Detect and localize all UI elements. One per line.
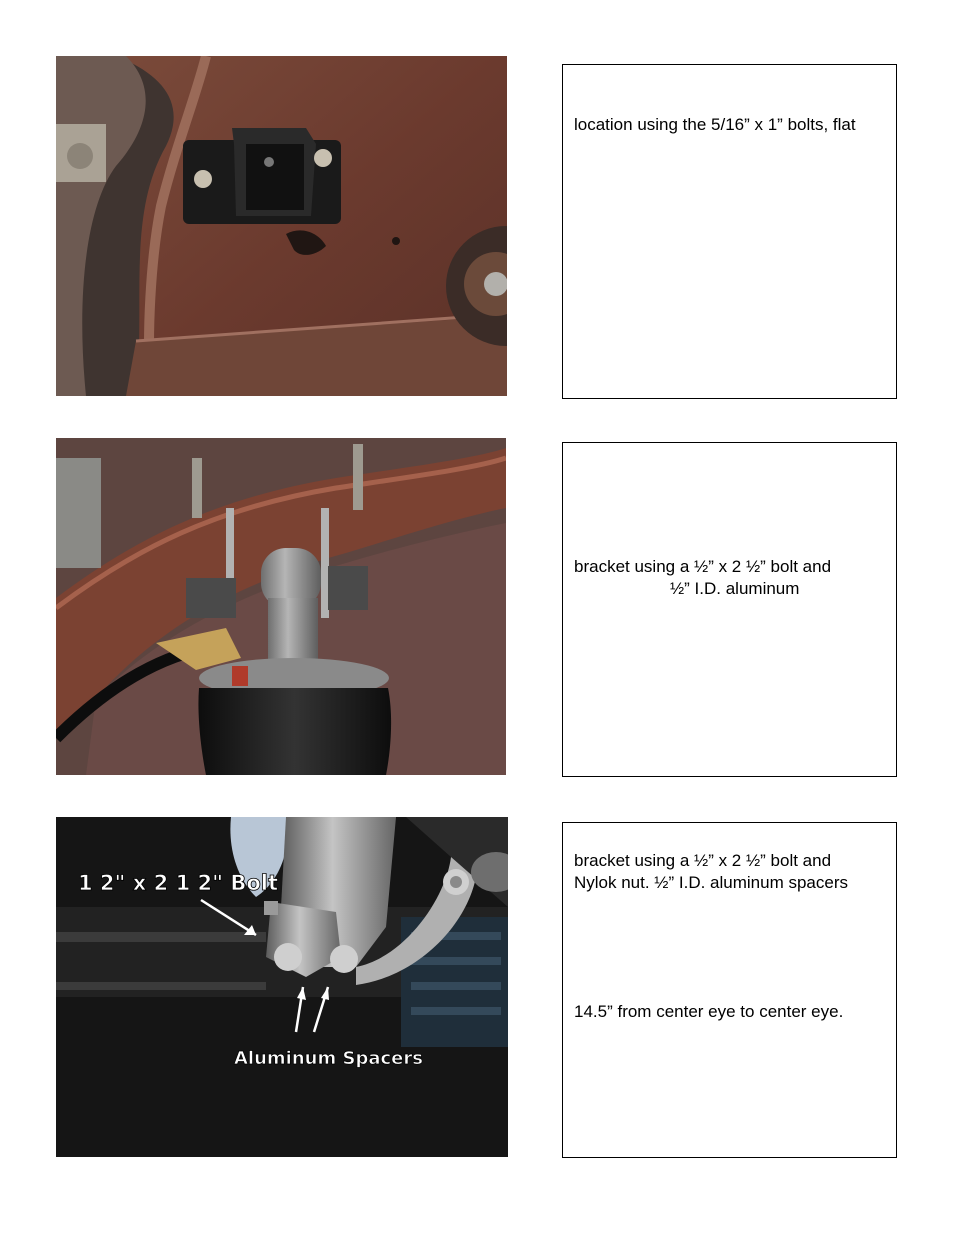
step-3-instructions <box>562 822 897 1158</box>
bolt-callout-label: 1 2" x 2 1 2" Bolt <box>78 871 279 895</box>
frame-bracket-photo-art <box>56 56 507 396</box>
airbag-mount-photo <box>56 438 506 775</box>
shock-bracket-photo-art <box>56 817 508 1157</box>
instruction-line: bracket using a ½” x 2 ½” bolt and <box>574 557 832 576</box>
frame-bracket-photo <box>56 56 507 396</box>
instruction-line: bracket using a ½” x 2 ½” bolt and <box>574 851 832 870</box>
instruction-line: ½” I.D. aluminum <box>670 579 800 598</box>
shock-bracket-photo <box>56 817 508 1157</box>
spacers-callout-label: Aluminum Spacers <box>234 1048 423 1069</box>
airbag-mount-photo-art <box>56 438 506 775</box>
instruction-line: location using the 5/16” x 1” bolts, flat <box>574 115 856 134</box>
step-1-instructions <box>562 64 897 399</box>
step-2-instructions <box>562 442 897 777</box>
instruction-line: 14.5” from center eye to center eye. <box>574 1002 844 1021</box>
instruction-line: Nylok nut. ½” I.D. aluminum spacers <box>574 873 848 892</box>
